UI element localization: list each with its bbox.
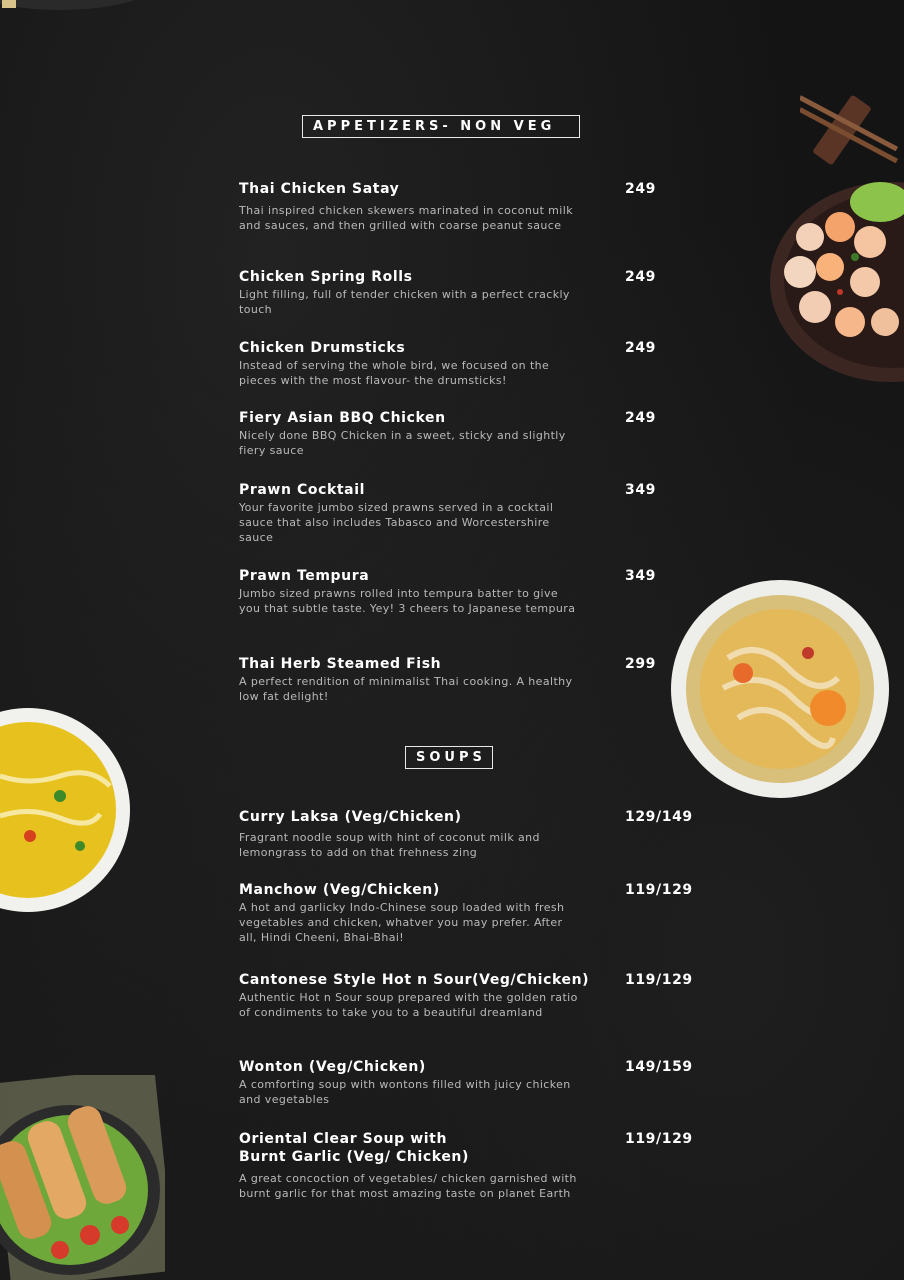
menu-item [239, 881, 699, 945]
item-name: Thai Chicken Satay [239, 181, 400, 197]
item-price: 299 [625, 656, 657, 672]
item-description: Authentic Hot n Sour soup prepared with the golden ratio of condiments to take you to a beautiful dreamland [239, 991, 578, 1019]
section-title-soups: SOUPS [405, 746, 493, 769]
item-price: 119/129 [625, 972, 693, 988]
noodle-soup-bowl-image [668, 578, 892, 800]
item-price: 119/129 [625, 882, 693, 898]
item-name: Prawn Cocktail [239, 482, 366, 498]
plate-image-top-left [0, 0, 180, 20]
prawn-bowl-image [770, 172, 904, 387]
section-title-appetizers: APPETIZERS- NON VEG [302, 115, 580, 138]
item-price: 129/149 [625, 809, 693, 825]
item-price: 149/159 [625, 1059, 693, 1075]
menu-item [239, 409, 699, 458]
item-description: Fragrant noodle soup with hint of coconut milk and lemongrass to add on that frehness zing [239, 831, 540, 859]
menu-item [239, 339, 699, 388]
item-description: A perfect rendition of minimalist Thai cooking. A healthy low fat delight! [239, 675, 573, 703]
item-name: Curry Laksa (Veg/Chicken) [239, 809, 462, 825]
menu-item [239, 268, 699, 317]
item-name: Chicken Spring Rolls [239, 269, 413, 285]
item-description: A comforting soup with wontons filled with juicy chicken and vegetables [239, 1078, 571, 1106]
menu-item [239, 971, 699, 1020]
chopsticks-image [800, 85, 904, 180]
item-price: 249 [625, 340, 657, 356]
menu-item [239, 180, 699, 233]
menu-item [239, 808, 699, 860]
item-description: A great concoction of vegetables/ chicken garnished with burnt garlic for that most amazing taste on planet Earth [239, 1172, 577, 1200]
item-name: Fiery Asian BBQ Chicken [239, 410, 446, 426]
item-name: Thai Herb Steamed Fish [239, 656, 442, 672]
item-price: 249 [625, 269, 657, 285]
item-description: Light filling, full of tender chicken with a perfect crackly touch [239, 288, 570, 316]
item-name: Wonton (Veg/Chicken) [239, 1059, 426, 1075]
item-description: Thai inspired chicken skewers marinated in coconut milk and sauces, and then grilled with coarse peanut sauce [239, 204, 573, 232]
item-name: Oriental Clear Soup with Burnt Garlic (Veg/ Chicken) [239, 1131, 469, 1165]
item-name: Chicken Drumsticks [239, 340, 406, 356]
item-name: Cantonese Style Hot n Sour(Veg/Chicken) [239, 972, 590, 988]
item-description: A hot and garlicky Indo-Chinese soup loaded with fresh vegetables and chicken, whatver you may prefer. After all, Hindi Cheeni, Bhai-Bhai! [239, 901, 565, 944]
item-price: 119/129 [625, 1131, 693, 1147]
menu-item [239, 481, 699, 545]
spring-rolls-plate-image [0, 1075, 165, 1280]
item-name: Prawn Tempura [239, 568, 370, 584]
menu-item [239, 567, 699, 616]
item-name: Manchow (Veg/Chicken) [239, 882, 440, 898]
item-price: 249 [625, 181, 657, 197]
item-description: Nicely done BBQ Chicken in a sweet, sticky and slightly fiery sauce [239, 429, 566, 457]
item-price: 249 [625, 410, 657, 426]
item-description: Instead of serving the whole bird, we focused on the pieces with the most flavour- the drumsticks! [239, 359, 550, 387]
item-description: Jumbo sized prawns rolled into tempura batter to give you that subtle taste. Yey! 3 cheers to Japanese tempura [239, 587, 576, 615]
menu-item [239, 1130, 699, 1201]
curry-bowl-image [0, 706, 132, 914]
item-description: Your favorite jumbo sized prawns served in a cocktail sauce that also includes Tabasco and Worcestershire sauce [239, 501, 554, 544]
item-price: 349 [625, 568, 657, 584]
item-price: 349 [625, 482, 657, 498]
menu-item [239, 1058, 699, 1107]
menu-item [239, 655, 699, 704]
